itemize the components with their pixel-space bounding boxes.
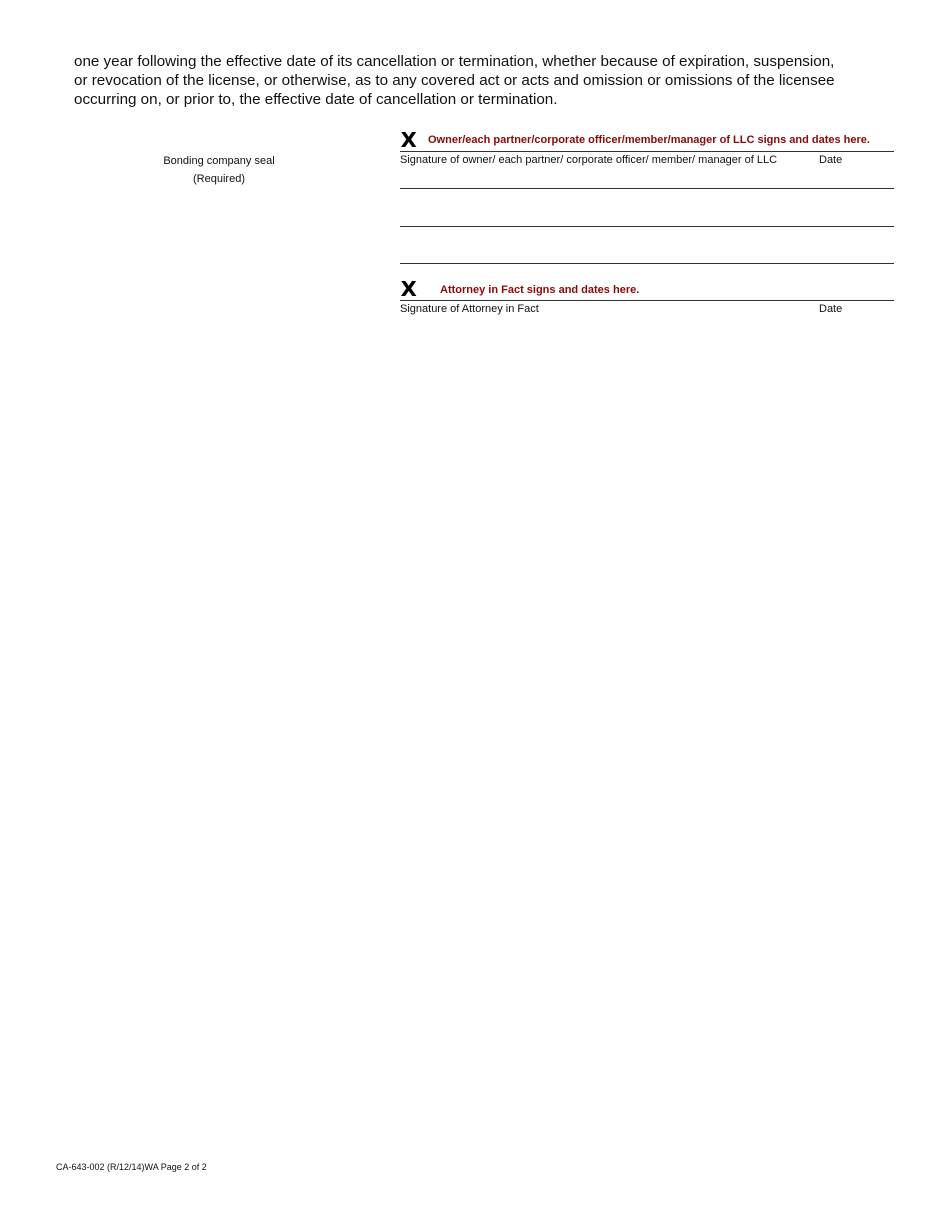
body-line: or revocation of the license, or otherwise, as to any covered act or acts and omission or omissions of the licensee xyxy=(74,72,835,89)
owner-signature-line[interactable] xyxy=(400,151,894,152)
attorney-signature-line[interactable] xyxy=(400,300,894,301)
seal-required-note: (Required) xyxy=(193,173,245,185)
additional-signature-line[interactable] xyxy=(400,188,894,189)
owner-date-label: Date xyxy=(819,154,843,166)
additional-signature-line[interactable] xyxy=(400,226,894,227)
body-line: occurring on, or prior to, the effective date of cancellation or termination. xyxy=(74,91,558,108)
attorney-signature-caption: Signature of Attorney in Fact xyxy=(400,303,539,315)
owner-sign-instruction: Owner/each partner/corporate officer/member/manager of LLC signs and dates here. xyxy=(428,134,870,146)
body-paragraph xyxy=(74,52,874,109)
additional-signature-line[interactable] xyxy=(400,263,894,264)
owner-signature-caption: Signature of owner/ each partner/ corporate officer/ member/ manager of LLC xyxy=(400,154,778,166)
bonding-company-seal-area xyxy=(140,152,298,188)
body-line: one year following the effective date of its cancellation or termination, whether because of expiration, suspension, xyxy=(74,53,835,70)
attorney-date-label: Date xyxy=(819,303,843,315)
owner-sign-x-icon: X xyxy=(400,128,417,152)
attorney-sign-x-icon: X xyxy=(400,277,417,301)
attorney-sign-instruction: Attorney in Fact signs and dates here. xyxy=(440,284,640,296)
form-footer-id: CA-643-002 (R/12/14)WA Page 2 of 2 xyxy=(56,1162,207,1172)
seal-label: Bonding company seal xyxy=(163,155,275,167)
